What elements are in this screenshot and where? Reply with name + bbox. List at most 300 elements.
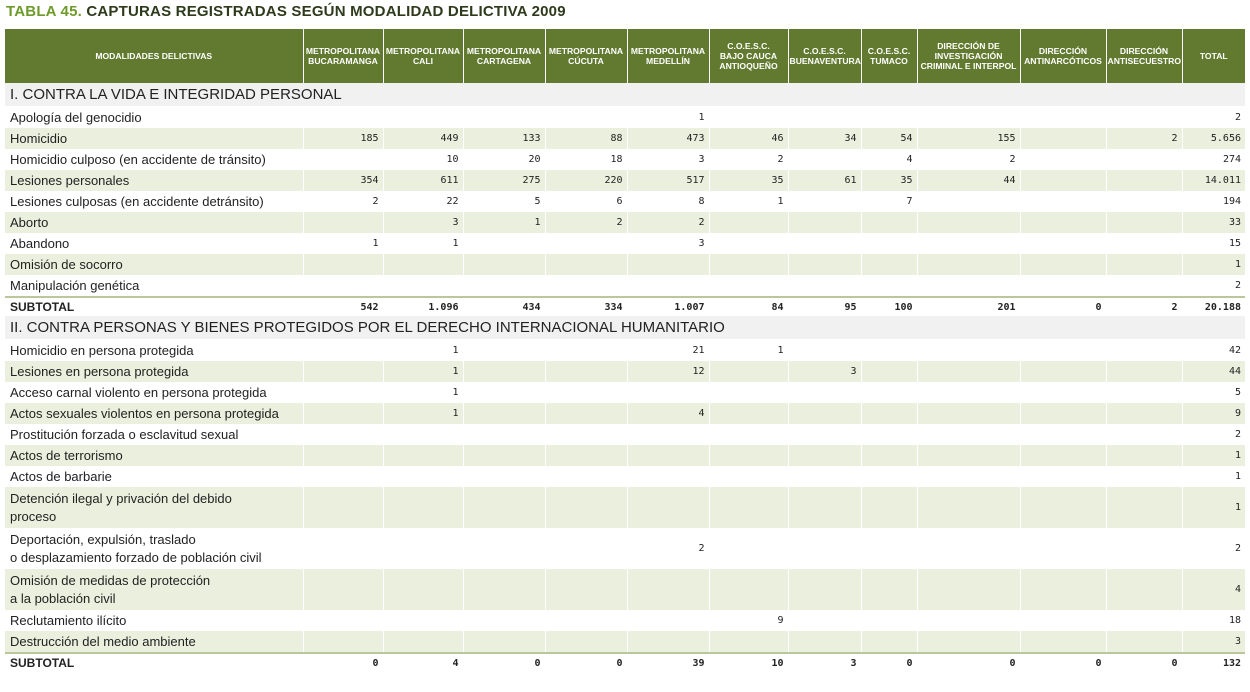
subtotal-value: 334	[545, 297, 627, 316]
column-header-line: CARTAGENA	[476, 56, 532, 66]
cell-value	[1020, 340, 1106, 362]
row-label-line: Deportación, expulsión, traslado	[10, 531, 196, 547]
subtotal-value: 2	[1106, 297, 1182, 316]
cell-value: 1	[383, 233, 463, 254]
cell-value	[463, 610, 545, 631]
cell-value: 473	[627, 128, 709, 149]
row-label-line: Reclutamiento ilícito	[10, 612, 127, 628]
cell-value	[303, 424, 383, 445]
cell-value: 2	[709, 149, 788, 170]
column-header	[545, 29, 627, 83]
cell-value: 21	[627, 340, 709, 362]
cell-value	[709, 466, 788, 487]
cell-value	[1106, 340, 1182, 362]
cell-value	[383, 528, 463, 569]
cell-value	[545, 487, 627, 528]
cell-value	[1020, 107, 1106, 129]
subtotal-value: 201	[917, 297, 1020, 316]
table-row	[5, 212, 1245, 233]
table-row	[5, 631, 1245, 653]
row-label-line: Detención ilegal y privación del debido	[10, 490, 232, 506]
cell-value: 33	[1182, 212, 1245, 233]
cell-value	[463, 528, 545, 569]
cell-value	[1020, 191, 1106, 212]
cell-value	[1020, 382, 1106, 403]
cell-value: 9	[1182, 403, 1245, 424]
cell-value	[303, 569, 383, 610]
row-label	[5, 569, 303, 610]
cell-value: 6	[545, 191, 627, 212]
cell-value	[545, 610, 627, 631]
cell-value	[627, 466, 709, 487]
cell-value: 1	[627, 107, 709, 129]
column-header	[788, 29, 861, 83]
subtotal-value: 0	[1106, 653, 1182, 672]
table-row	[5, 149, 1245, 170]
subtotal-row	[5, 653, 1245, 672]
column-header-line: C.O.E.S.C.	[803, 46, 846, 56]
subtotal-row	[5, 297, 1245, 316]
cell-value: 14.011	[1182, 170, 1245, 191]
cell-value	[861, 569, 917, 610]
cell-value: 1	[303, 233, 383, 254]
cell-value: 12	[627, 361, 709, 382]
subtotal-value: 10	[709, 653, 788, 672]
cell-value	[788, 610, 861, 631]
cell-value	[709, 107, 788, 129]
cell-value	[1020, 149, 1106, 170]
table-header	[5, 29, 1245, 83]
cell-value	[1020, 275, 1106, 297]
column-header-line: C.O.E.S.C.	[867, 46, 911, 56]
cell-value	[917, 361, 1020, 382]
cell-value	[545, 466, 627, 487]
row-label	[5, 361, 303, 382]
section-header-row	[5, 83, 1245, 107]
row-label-line: Homicidio	[10, 130, 68, 146]
cell-value	[861, 528, 917, 569]
cell-value	[1020, 610, 1106, 631]
cell-value	[1106, 361, 1182, 382]
cell-value	[917, 466, 1020, 487]
cell-value: 61	[788, 170, 861, 191]
subtotal-value: 100	[861, 297, 917, 316]
cell-value: 2	[1182, 424, 1245, 445]
cell-value: 46	[709, 128, 788, 149]
subtotal-value: 3	[788, 653, 861, 672]
cell-value	[545, 424, 627, 445]
cell-value	[383, 275, 463, 297]
cell-value	[788, 403, 861, 424]
cell-value: 2	[627, 212, 709, 233]
cell-value	[463, 424, 545, 445]
cell-value	[1106, 631, 1182, 653]
cell-value: 2	[627, 528, 709, 569]
cell-value	[303, 149, 383, 170]
cell-value	[383, 107, 463, 129]
cell-value	[383, 487, 463, 528]
column-header-line: TUMACO	[870, 56, 908, 66]
cell-value	[788, 340, 861, 362]
cell-value: 2	[1182, 107, 1245, 129]
cell-value	[861, 275, 917, 297]
row-label-line: Omisión de socorro	[10, 256, 123, 272]
cell-value	[627, 569, 709, 610]
table-row	[5, 233, 1245, 254]
table-row	[5, 569, 1245, 610]
cell-value: 275	[463, 170, 545, 191]
subtotal-label: SUBTOTAL	[5, 297, 303, 316]
row-label	[5, 382, 303, 403]
row-label-line: Abandono	[10, 235, 70, 251]
cell-value	[709, 233, 788, 254]
table-row	[5, 424, 1245, 445]
row-label	[5, 170, 303, 191]
cell-value	[861, 445, 917, 466]
table-row	[5, 528, 1245, 569]
row-label	[5, 466, 303, 487]
cell-value	[709, 254, 788, 275]
cell-value	[788, 528, 861, 569]
cell-value	[303, 445, 383, 466]
row-label	[5, 445, 303, 466]
column-header	[383, 29, 463, 83]
section-title: II. CONTRA PERSONAS Y BIENES PROTEGIDOS POR EL DERECHO INTERNACIONAL HUMANITARIO	[5, 316, 1245, 340]
row-label-line: Omisión de medidas de protección	[10, 572, 211, 588]
column-header-line: MEDELLÍN	[646, 56, 690, 66]
cell-value: 15	[1182, 233, 1245, 254]
column-header	[917, 29, 1020, 83]
cell-value	[1020, 569, 1106, 610]
subtotal-value: 0	[1020, 653, 1106, 672]
cell-value	[1020, 128, 1106, 149]
cell-value	[627, 610, 709, 631]
cell-value	[303, 107, 383, 129]
row-label	[5, 528, 303, 569]
cell-value	[861, 466, 917, 487]
cell-value	[1020, 361, 1106, 382]
cell-value: 1	[383, 340, 463, 362]
cell-value: 1	[709, 340, 788, 362]
column-header-line: MODALIDADES DELICTIVAS	[95, 51, 213, 61]
cell-value	[1106, 170, 1182, 191]
column-header-line: TOTAL	[1199, 51, 1228, 61]
row-label	[5, 233, 303, 254]
cell-value	[709, 445, 788, 466]
column-header	[861, 29, 917, 83]
cell-value	[303, 275, 383, 297]
cell-value	[303, 361, 383, 382]
cell-value	[917, 212, 1020, 233]
cell-value	[463, 631, 545, 653]
table-row	[5, 275, 1245, 297]
cell-value	[1106, 149, 1182, 170]
cell-value	[383, 610, 463, 631]
cell-value	[861, 340, 917, 362]
cell-value	[1020, 233, 1106, 254]
cell-value	[545, 382, 627, 403]
cell-value: 194	[1182, 191, 1245, 212]
cell-value	[788, 569, 861, 610]
subtotal-value: 4	[383, 653, 463, 672]
cell-value	[788, 212, 861, 233]
cell-value: 3	[383, 212, 463, 233]
cell-value: 611	[383, 170, 463, 191]
cell-value	[1020, 631, 1106, 653]
cell-value	[861, 403, 917, 424]
cell-value: 1	[463, 212, 545, 233]
cell-value	[917, 191, 1020, 212]
row-label-line: Manipulación genética	[10, 277, 140, 293]
cell-value	[1106, 212, 1182, 233]
column-header-line: METROPOLITANA	[385, 46, 461, 56]
cell-value	[709, 631, 788, 653]
cell-value: 1	[1182, 254, 1245, 275]
cell-value	[1106, 233, 1182, 254]
row-label-line: Aborto	[10, 214, 49, 230]
cell-value	[1106, 466, 1182, 487]
subtotal-value: 1.096	[383, 297, 463, 316]
cell-value: 35	[709, 170, 788, 191]
cell-value	[1106, 569, 1182, 610]
cell-value: 2	[1106, 128, 1182, 149]
subtotal-value: 95	[788, 297, 861, 316]
cell-value: 18	[1182, 610, 1245, 631]
column-header	[709, 29, 788, 83]
cell-value	[788, 275, 861, 297]
cell-value	[463, 254, 545, 275]
row-label	[5, 149, 303, 170]
row-label	[5, 340, 303, 362]
cell-value	[861, 233, 917, 254]
row-label-line: Actos de terrorismo	[10, 447, 123, 463]
cell-value	[917, 528, 1020, 569]
row-label-line: Actos sexuales violentos en persona protegida	[10, 405, 279, 421]
cell-value: 54	[861, 128, 917, 149]
captures-table	[5, 29, 1245, 672]
table-row	[5, 361, 1245, 382]
column-header-line: METROPOLITANA	[466, 46, 542, 56]
cell-value: 3	[627, 149, 709, 170]
cell-value	[383, 424, 463, 445]
cell-value	[545, 569, 627, 610]
cell-value	[709, 403, 788, 424]
cell-value	[627, 631, 709, 653]
cell-value: 1	[1182, 466, 1245, 487]
cell-value	[303, 610, 383, 631]
cell-value: 8	[627, 191, 709, 212]
cell-value	[545, 340, 627, 362]
cell-value	[917, 107, 1020, 129]
cell-value	[709, 212, 788, 233]
subtotal-value: 1.007	[627, 297, 709, 316]
cell-value: 3	[627, 233, 709, 254]
cell-value	[1020, 445, 1106, 466]
cell-value	[917, 403, 1020, 424]
cell-value	[545, 528, 627, 569]
cell-value	[1106, 403, 1182, 424]
row-label	[5, 275, 303, 297]
column-header-line: DIRECCIÓN	[1038, 46, 1088, 56]
row-label-line: Apología del genocidio	[10, 109, 142, 125]
cell-value	[917, 610, 1020, 631]
cell-value	[1106, 487, 1182, 528]
cell-value	[383, 466, 463, 487]
cell-value	[788, 382, 861, 403]
column-header-line: ANTINARCÓTICOS	[1024, 56, 1102, 66]
cell-value	[861, 107, 917, 129]
cell-value	[788, 149, 861, 170]
row-label-line: proceso	[10, 508, 57, 524]
cell-value	[917, 487, 1020, 528]
row-label-line: Actos de barbarie	[10, 468, 112, 484]
column-header-line: METROPOLITANA	[630, 46, 706, 56]
row-label	[5, 403, 303, 424]
row-label-line: a la población civil	[10, 590, 116, 606]
table-row	[5, 487, 1245, 528]
cell-value: 449	[383, 128, 463, 149]
cell-value	[463, 233, 545, 254]
cell-value	[1020, 170, 1106, 191]
cell-value: 2	[545, 212, 627, 233]
table-number: TABLA 45.	[6, 3, 82, 20]
cell-value	[383, 569, 463, 610]
table-title-text: CAPTURAS REGISTRADAS SEGÚN MODALIDAD DELICTIVA 2009	[86, 3, 566, 20]
cell-value: 3	[1182, 631, 1245, 653]
cell-value	[1106, 528, 1182, 569]
cell-value	[709, 487, 788, 528]
cell-value: 354	[303, 170, 383, 191]
cell-value	[709, 382, 788, 403]
row-label-line: Lesiones en persona protegida	[10, 363, 189, 379]
table-row	[5, 610, 1245, 631]
cell-value	[861, 487, 917, 528]
cell-value	[303, 340, 383, 362]
cell-value	[545, 445, 627, 466]
cell-value: 20	[463, 149, 545, 170]
cell-value	[917, 254, 1020, 275]
cell-value: 1	[383, 382, 463, 403]
cell-value	[627, 254, 709, 275]
cell-value	[788, 487, 861, 528]
cell-value	[917, 631, 1020, 653]
subtotal-value: 0	[1020, 297, 1106, 316]
cell-value	[861, 610, 917, 631]
table-body	[5, 83, 1245, 672]
cell-value: 2	[1182, 528, 1245, 569]
cell-value	[463, 340, 545, 362]
cell-value	[917, 382, 1020, 403]
column-header-line: BAJO CAUCA	[719, 51, 778, 61]
row-label-line: Homicidio en persona protegida	[10, 342, 194, 358]
column-header-line: DIRECCIÓN	[1119, 46, 1169, 56]
cell-value	[627, 424, 709, 445]
cell-value	[463, 107, 545, 129]
cell-value: 1	[709, 191, 788, 212]
cell-value	[463, 569, 545, 610]
subtotal-value: 0	[303, 653, 383, 672]
cell-value	[383, 445, 463, 466]
cell-value: 4	[1182, 569, 1245, 610]
column-header	[463, 29, 545, 83]
cell-value	[917, 275, 1020, 297]
column-header-line: BUENAVENTURA	[789, 56, 861, 66]
cell-value	[463, 466, 545, 487]
cell-value	[1020, 212, 1106, 233]
cell-value: 5	[1182, 382, 1245, 403]
cell-value	[709, 424, 788, 445]
cell-value: 274	[1182, 149, 1245, 170]
cell-value: 44	[1182, 361, 1245, 382]
cell-value	[627, 445, 709, 466]
cell-value	[383, 254, 463, 275]
cell-value	[303, 254, 383, 275]
row-label	[5, 128, 303, 149]
cell-value: 22	[383, 191, 463, 212]
cell-value	[788, 445, 861, 466]
table-title	[6, 3, 566, 20]
cell-value: 18	[545, 149, 627, 170]
cell-value	[861, 212, 917, 233]
cell-value	[545, 254, 627, 275]
cell-value	[861, 631, 917, 653]
cell-value: 5	[463, 191, 545, 212]
cell-value	[861, 254, 917, 275]
cell-value	[1106, 382, 1182, 403]
subtotal-value: 0	[463, 653, 545, 672]
cell-value	[788, 424, 861, 445]
subtotal-value: 20.188	[1182, 297, 1245, 316]
cell-value	[917, 340, 1020, 362]
column-header-line: CÚCUTA	[568, 56, 604, 66]
column-header	[627, 29, 709, 83]
cell-value: 3	[788, 361, 861, 382]
cell-value	[463, 487, 545, 528]
row-label	[5, 212, 303, 233]
cell-value	[545, 107, 627, 129]
row-label-line: Homicidio culposo (en accidente de tránsito)	[10, 151, 266, 167]
cell-value: 7	[861, 191, 917, 212]
cell-value	[463, 382, 545, 403]
cell-value	[1020, 466, 1106, 487]
row-label-line: Prostitución forzada o esclavitud sexual	[10, 426, 239, 442]
cell-value: 1	[1182, 445, 1245, 466]
cell-value: 42	[1182, 340, 1245, 362]
table-row	[5, 191, 1245, 212]
column-header	[303, 29, 383, 83]
cell-value: 2	[1182, 275, 1245, 297]
subtotal-value: 84	[709, 297, 788, 316]
row-label	[5, 107, 303, 129]
cell-value: 133	[463, 128, 545, 149]
subtotal-value: 434	[463, 297, 545, 316]
table-row	[5, 107, 1245, 129]
cell-value	[788, 191, 861, 212]
cell-value: 2	[917, 149, 1020, 170]
cell-value	[463, 403, 545, 424]
cell-value	[463, 275, 545, 297]
cell-value	[545, 361, 627, 382]
table-row	[5, 254, 1245, 275]
cell-value	[303, 382, 383, 403]
row-label	[5, 254, 303, 275]
cell-value: 34	[788, 128, 861, 149]
cell-value	[861, 382, 917, 403]
cell-value	[303, 528, 383, 569]
cell-value	[303, 403, 383, 424]
column-header-line: BUCARAMANGA	[308, 56, 378, 66]
cell-value	[1020, 528, 1106, 569]
